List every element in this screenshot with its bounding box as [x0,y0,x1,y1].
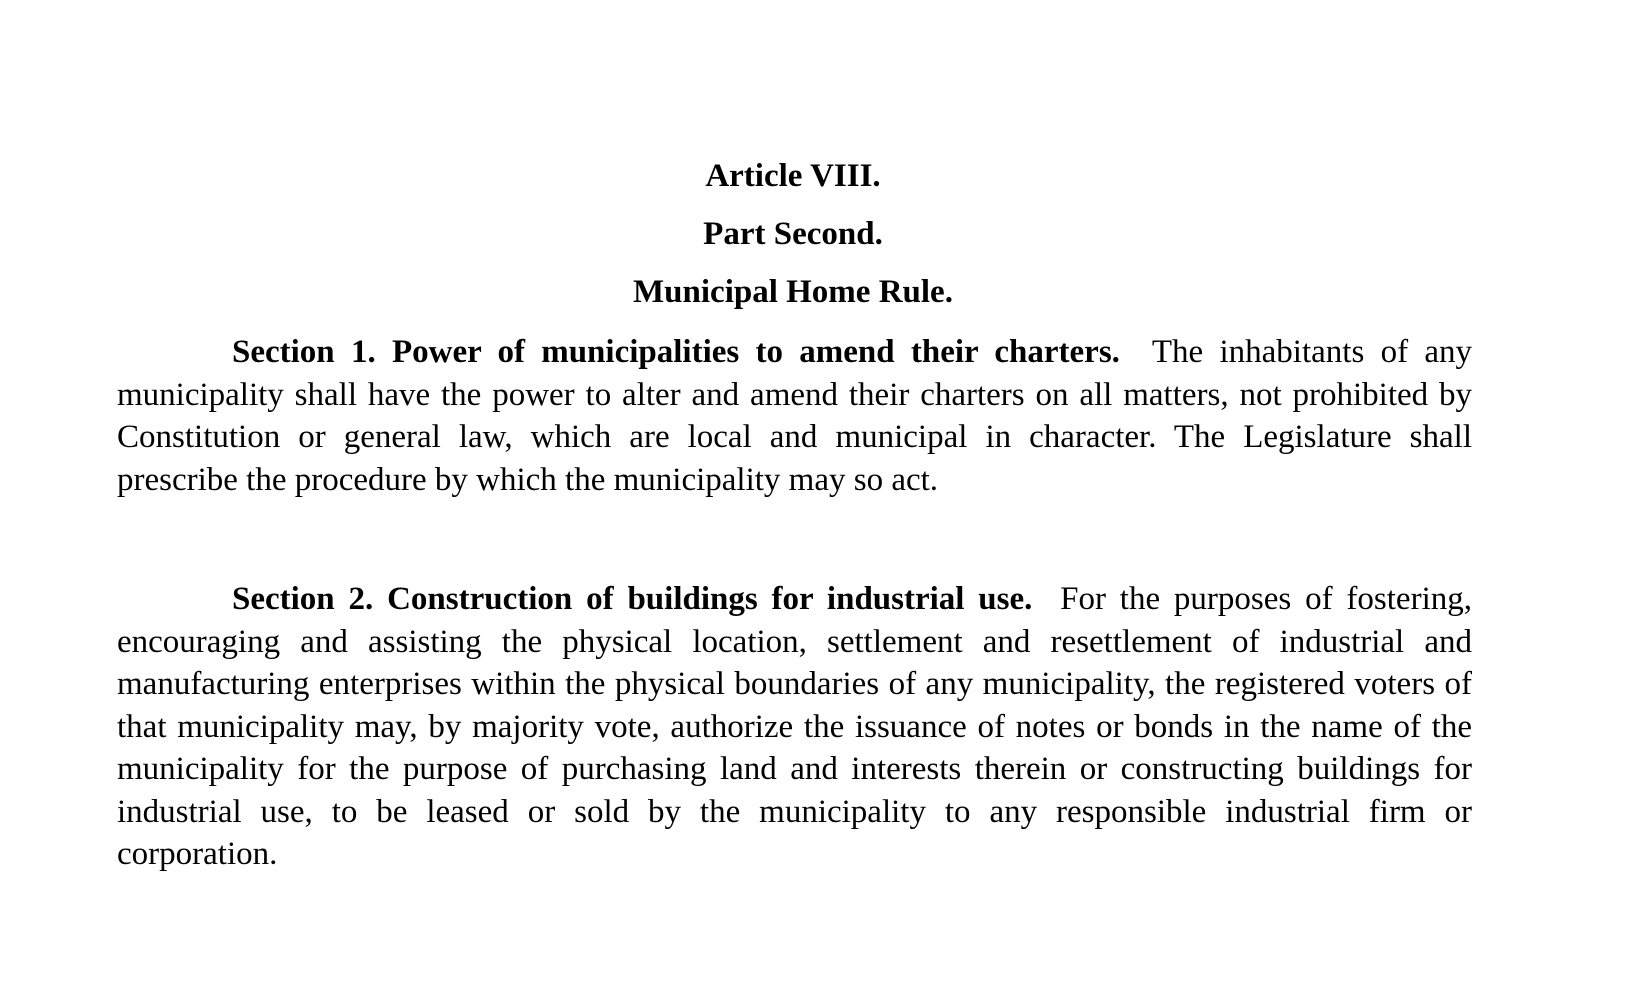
part-heading: Part Second. [703,216,883,252]
section-1-heading: Section 1. Power of municipalities to amend their charters. [232,334,1120,370]
section-2-body: For the purposes of fostering, encouraging and assisting the physical location, settlement and resettlement of industrial and manufacturing enterprises within the physical boundaries of any municipality, the registered voters of that municipality may, by majority vote, authorize the issuance of notes or bonds in the name of the municipality for the purpose of purchasing land and interests therein or constructing buildings for industrial use, to be leased or sold by the municipality to any responsible industrial firm or corporation. [117,581,1472,872]
article-heading: Article VIII. [705,158,881,194]
section-1-paragraph [117,331,1472,501]
section-1-body: The inhabitants of any municipality shall have the power to alter and amend their charters on all matters, not prohibited by Constitution or general law, which are local and municipal in character. The Legislature shall prescribe the procedure by which the municipality may so act. [117,334,1472,498]
section-2-heading: Section 2. Construction of buildings for industrial use. [232,581,1033,617]
section-2-paragraph [117,578,1472,876]
title-heading: Municipal Home Rule. [633,274,953,310]
